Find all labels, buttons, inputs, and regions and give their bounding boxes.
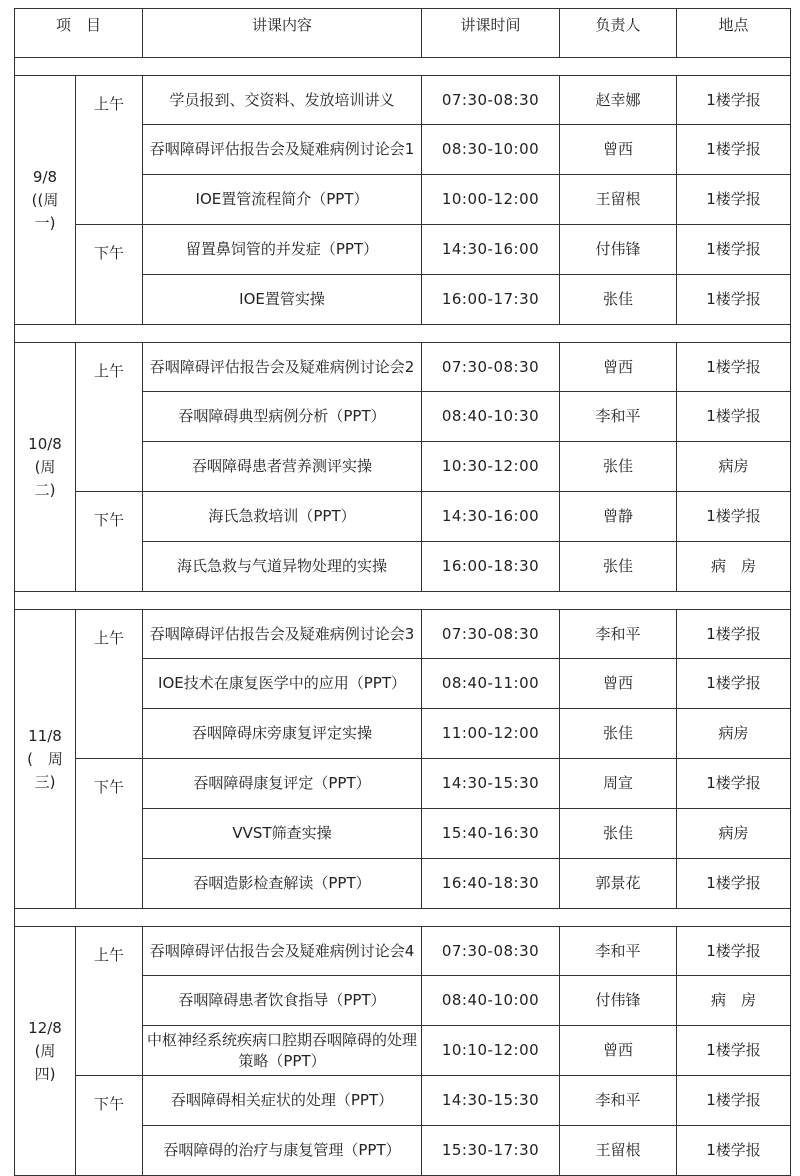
lecture-location: 1楼学报 <box>677 610 791 659</box>
lecture-time: 10:10-12:00 <box>422 1026 560 1076</box>
lecturer-name: 李和平 <box>560 610 677 659</box>
lecturer-name: 王留根 <box>560 1126 677 1176</box>
day-date: 12/8 <box>28 1018 62 1037</box>
lecture-content: 海氏急救与气道异物处理的实操 <box>143 542 422 592</box>
lecture-location: 病房 <box>677 809 791 859</box>
lecture-location: 病 房 <box>677 976 791 1026</box>
lecture-location: 1楼学报 <box>677 659 791 709</box>
lecturer-name: 曾西 <box>560 343 677 392</box>
lecture-time: 14:30-15:30 <box>422 1076 560 1126</box>
day-separator-row <box>15 58 791 76</box>
lecture-content: 学员报到、交资料、发放培训讲义 <box>143 76 422 125</box>
lecture-content: IOE置管实操 <box>143 275 422 325</box>
lecturer-name: 曾西 <box>560 125 677 175</box>
separator-cell <box>15 325 791 343</box>
lecture-content: 吞咽障碍床旁康复评定实操 <box>143 709 422 759</box>
header-item: 项 目 <box>15 9 143 58</box>
lecture-location: 1楼学报 <box>677 1026 791 1076</box>
day-date: 11/8 <box>28 726 62 745</box>
lecture-time: 14:30-16:00 <box>422 225 560 275</box>
lecture-content: 海氏急救培训（PPT） <box>143 492 422 542</box>
lecture-time: 07:30-08:30 <box>422 76 560 125</box>
lecture-time: 16:00-17:30 <box>422 275 560 325</box>
day-weekday-open: ( 周 <box>27 749 63 768</box>
day-date-cell <box>15 610 76 909</box>
lecture-content: 吞咽障碍相关症状的处理（PPT） <box>143 1076 422 1126</box>
lecture-location: 病房 <box>677 442 791 492</box>
day-weekday-close: 二) <box>34 480 56 499</box>
lecture-time: 16:40-18:30 <box>422 859 560 909</box>
lecture-time: 08:40-10:30 <box>422 392 560 442</box>
lecture-time: 07:30-08:30 <box>422 343 560 392</box>
lecturer-name: 付伟锋 <box>560 976 677 1026</box>
session-label: 上午 <box>76 610 143 759</box>
lecture-content: 吞咽障碍评估报告会及疑难病例讨论会2 <box>143 343 422 392</box>
session-label: 下午 <box>76 225 143 325</box>
lecture-content: 吞咽障碍的治疗与康复管理（PPT） <box>143 1126 422 1176</box>
day-separator-row <box>15 325 791 343</box>
lecture-time: 08:40-10:00 <box>422 976 560 1026</box>
lecturer-name: 李和平 <box>560 392 677 442</box>
lecture-time: 10:00-12:00 <box>422 175 560 225</box>
lecturer-name: 曾西 <box>560 1026 677 1076</box>
session-label: 下午 <box>76 759 143 909</box>
lecture-time: 15:30-17:30 <box>422 1126 560 1176</box>
session-label: 上午 <box>76 927 143 1076</box>
day-date: 10/8 <box>28 434 62 453</box>
lecture-location: 1楼学报 <box>677 392 791 442</box>
day-date-cell <box>15 343 76 592</box>
session-label: 下午 <box>76 492 143 592</box>
lecturer-name: 王留根 <box>560 175 677 225</box>
schedule-row <box>15 492 791 542</box>
day-weekday-open: (周 <box>34 457 56 476</box>
lecture-time: 11:00-12:00 <box>422 709 560 759</box>
lecturer-name: 周宣 <box>560 759 677 809</box>
lecture-location: 1楼学报 <box>677 275 791 325</box>
day-weekday-close: 三) <box>34 772 56 791</box>
lecturer-name: 张佳 <box>560 542 677 592</box>
schedule-row <box>15 76 791 125</box>
schedule-row <box>15 343 791 392</box>
lecture-location: 病房 <box>677 709 791 759</box>
lecture-content: 中枢神经系统疾病口腔期吞咽障碍的处理策略（PPT） <box>143 1026 422 1076</box>
day-weekday-open: (周 <box>34 1041 56 1060</box>
lecture-location: 1楼学报 <box>677 859 791 909</box>
lecturer-name: 曾西 <box>560 659 677 709</box>
day-separator-row <box>15 592 791 610</box>
lecture-content: 吞咽障碍患者营养测评实操 <box>143 442 422 492</box>
lecturer-name: 张佳 <box>560 709 677 759</box>
lecturer-name: 张佳 <box>560 442 677 492</box>
lecture-content: 吞咽障碍评估报告会及疑难病例讨论会4 <box>143 927 422 976</box>
lecturer-name: 曾静 <box>560 492 677 542</box>
day-date-cell <box>15 76 76 325</box>
schedule-row <box>15 610 791 659</box>
lecturer-name: 郭景花 <box>560 859 677 909</box>
lecturer-name: 赵幸娜 <box>560 76 677 125</box>
header-row <box>15 9 791 58</box>
lecture-time: 07:30-08:30 <box>422 610 560 659</box>
day-date: 9/8 <box>32 167 58 186</box>
header-time: 讲课时间 <box>422 9 560 58</box>
lecture-content: 吞咽障碍评估报告会及疑难病例讨论会3 <box>143 610 422 659</box>
lecture-content: 吞咽障碍评估报告会及疑难病例讨论会1 <box>143 125 422 175</box>
lecture-time: 08:30-10:00 <box>422 125 560 175</box>
lecture-content: IOE技术在康复医学中的应用（PPT） <box>143 659 422 709</box>
session-label: 上午 <box>76 76 143 225</box>
lecture-location: 1楼学报 <box>677 927 791 976</box>
day-separator-row <box>15 909 791 927</box>
separator-cell <box>15 909 791 927</box>
lecture-content: 吞咽障碍患者饮食指导（PPT） <box>143 976 422 1026</box>
schedule-row <box>15 927 791 976</box>
lecture-location: 1楼学报 <box>677 76 791 125</box>
schedule-row <box>15 225 791 275</box>
lecturer-name: 付伟锋 <box>560 225 677 275</box>
lecture-content: IOE置管流程简介（PPT） <box>143 175 422 225</box>
lecture-location: 1楼学报 <box>677 1126 791 1176</box>
separator-cell <box>15 592 791 610</box>
schedule-body <box>15 9 791 1176</box>
lecture-content: 留置鼻饲管的并发症（PPT） <box>143 225 422 275</box>
schedule-row <box>15 759 791 809</box>
lecture-time: 14:30-15:30 <box>422 759 560 809</box>
lecturer-name: 张佳 <box>560 275 677 325</box>
lecture-location: 1楼学报 <box>677 225 791 275</box>
lecture-time: 07:30-08:30 <box>422 927 560 976</box>
lecture-time: 16:00-18:30 <box>422 542 560 592</box>
lecture-time: 14:30-16:00 <box>422 492 560 542</box>
lecture-location: 1楼学报 <box>677 125 791 175</box>
lecture-location: 1楼学报 <box>677 759 791 809</box>
lecturer-name: 李和平 <box>560 927 677 976</box>
day-weekday-close: 四) <box>34 1064 56 1083</box>
lecture-location: 1楼学报 <box>677 492 791 542</box>
lecture-location: 1楼学报 <box>677 175 791 225</box>
session-label: 上午 <box>76 343 143 492</box>
lecture-location: 1楼学报 <box>677 1076 791 1126</box>
header-content: 讲课内容 <box>143 9 422 58</box>
lecture-time: 08:40-11:00 <box>422 659 560 709</box>
header-person: 负责人 <box>560 9 677 58</box>
separator-cell <box>15 58 791 76</box>
lecturer-name: 李和平 <box>560 1076 677 1126</box>
header-location: 地点 <box>677 9 791 58</box>
lecture-content: VVST筛查实操 <box>143 809 422 859</box>
training-schedule-table <box>14 8 791 1176</box>
lecture-content: 吞咽障碍康复评定（PPT） <box>143 759 422 809</box>
lecture-time: 15:40-16:30 <box>422 809 560 859</box>
lecture-location: 病 房 <box>677 542 791 592</box>
day-weekday-open: ((周 <box>31 190 59 209</box>
lecturer-name: 张佳 <box>560 809 677 859</box>
lecture-content: 吞咽造影检查解读（PPT） <box>143 859 422 909</box>
day-weekday-close: 一) <box>34 213 56 232</box>
lecture-content: 吞咽障碍典型病例分析（PPT） <box>143 392 422 442</box>
schedule-row <box>15 1076 791 1126</box>
lecture-location: 1楼学报 <box>677 343 791 392</box>
lecture-time: 10:30-12:00 <box>422 442 560 492</box>
session-label: 下午 <box>76 1076 143 1176</box>
day-date-cell <box>15 927 76 1176</box>
